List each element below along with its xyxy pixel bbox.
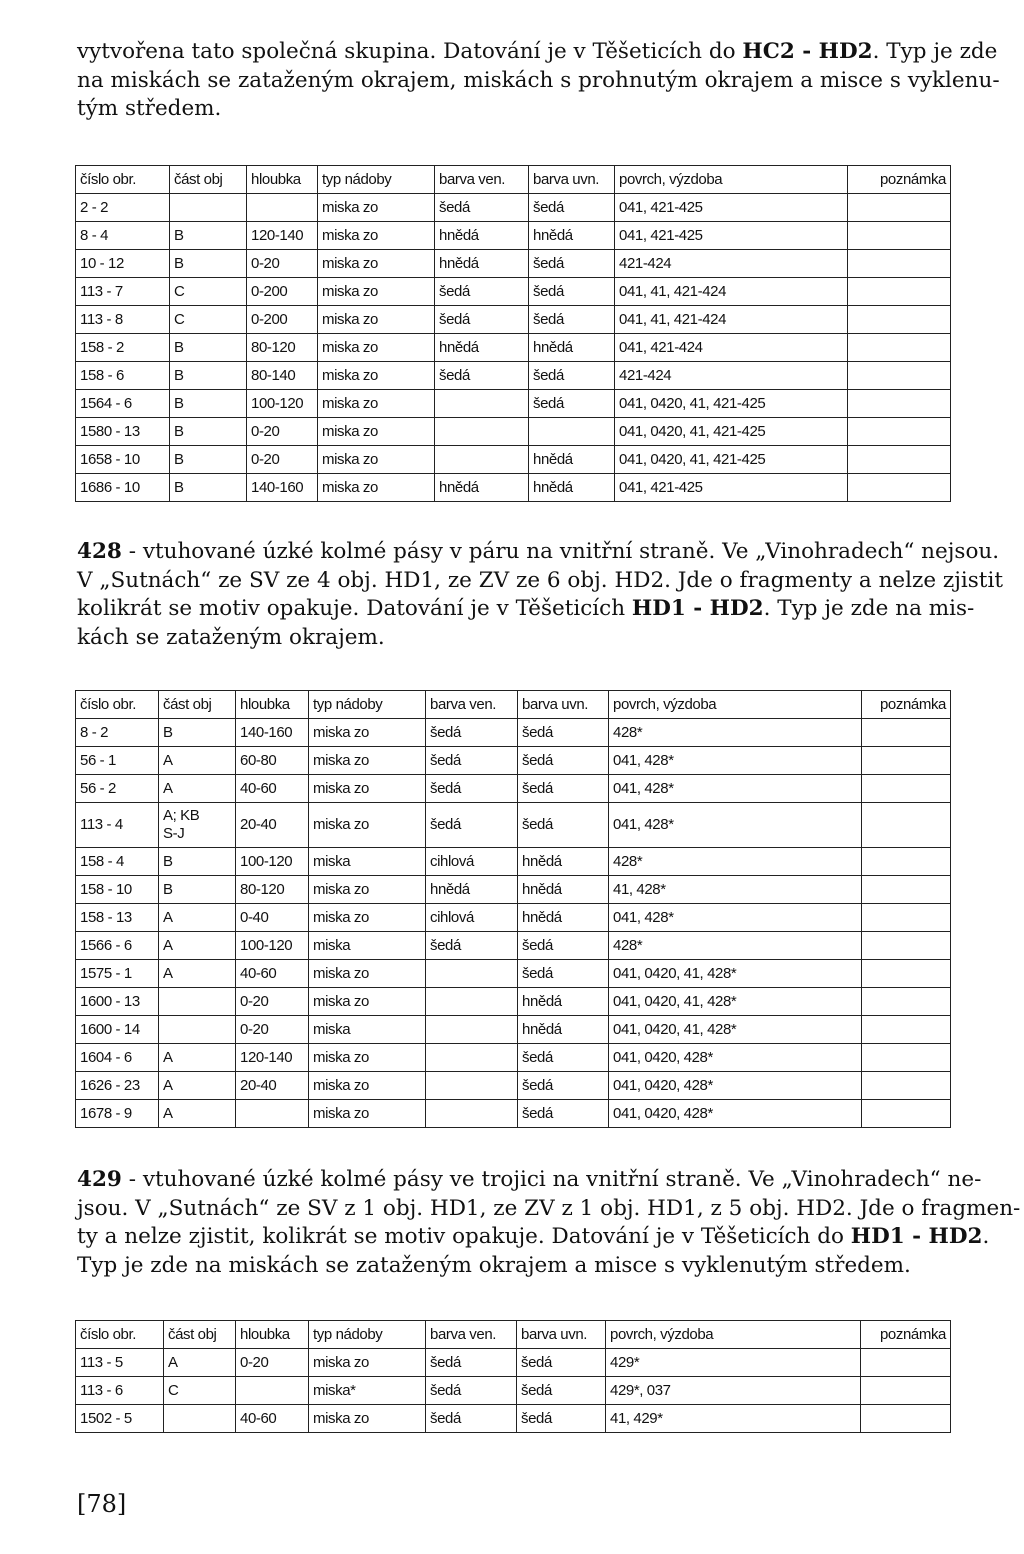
table-cell: B	[170, 362, 247, 390]
table-row	[76, 988, 951, 1016]
table-cell: B	[170, 222, 247, 250]
table-cell	[848, 418, 951, 446]
paragraph-intro	[77, 38, 1000, 124]
table-cell: 0-20	[236, 1016, 309, 1044]
table-cell: 1658 - 10	[76, 446, 170, 474]
column-header: poznámka	[861, 1321, 951, 1349]
table-cell: šedá	[426, 803, 518, 848]
table-cell: 041, 0420, 428*	[609, 1044, 862, 1072]
table-cell: 1626 - 23	[76, 1072, 159, 1100]
table-cell	[848, 306, 951, 334]
table-cell: miska	[309, 932, 426, 960]
table-cell	[848, 222, 951, 250]
column-header: hloubka	[247, 166, 318, 194]
table-cell: miska zo	[309, 719, 426, 747]
table-cell: 158 - 4	[76, 848, 159, 876]
table-cell: A	[159, 1072, 236, 1100]
table-cell: 140-160	[236, 719, 309, 747]
table-cell: šedá	[518, 932, 609, 960]
table-cell	[862, 1072, 951, 1100]
table-cell: hnědá	[529, 446, 615, 474]
table-cell	[426, 1072, 518, 1100]
table-cell: 1566 - 6	[76, 932, 159, 960]
table-row	[76, 222, 951, 250]
table-cell: B	[170, 250, 247, 278]
table-cell: 041, 0420, 428*	[609, 1100, 862, 1128]
table-cell: miska zo	[309, 803, 426, 848]
table-cell	[862, 719, 951, 747]
table-cell: 041, 428*	[609, 904, 862, 932]
table-cell: šedá	[518, 1072, 609, 1100]
table-cell	[848, 446, 951, 474]
table-cell: miska zo	[318, 306, 435, 334]
table-cell: 0-200	[247, 278, 318, 306]
table-row	[76, 1405, 951, 1433]
table-header-row	[76, 1321, 951, 1349]
table-cell: 113 - 5	[76, 1349, 164, 1377]
table-cell	[862, 988, 951, 1016]
table-cell: miska zo	[309, 1044, 426, 1072]
column-header: barva uvn.	[529, 166, 615, 194]
table-row	[76, 848, 951, 876]
table-cell: 113 - 4	[76, 803, 159, 848]
table-cell	[435, 446, 529, 474]
table-row	[76, 334, 951, 362]
column-header: číslo obr.	[76, 691, 159, 719]
table-cell: šedá	[518, 775, 609, 803]
table-cell: A	[159, 1100, 236, 1128]
table-cell: B	[170, 474, 247, 502]
table-cell	[159, 1016, 236, 1044]
table-cell: miska zo	[309, 1405, 426, 1433]
table-cell: šedá	[435, 278, 529, 306]
table-cell: hnědá	[529, 474, 615, 502]
column-header: povrch, výzdoba	[609, 691, 862, 719]
table-cell: 0-20	[247, 446, 318, 474]
table-cell: šedá	[426, 775, 518, 803]
table-cell	[862, 1044, 951, 1072]
paragraph-motif-428	[77, 538, 1003, 652]
table-cell: hnědá	[529, 222, 615, 250]
table-cell	[164, 1405, 236, 1433]
table-cell: 0-20	[236, 1349, 309, 1377]
table-row	[76, 876, 951, 904]
table-cell: B	[170, 418, 247, 446]
table-cell: 041, 421-424	[615, 334, 848, 362]
table-row	[76, 747, 951, 775]
table-cell	[426, 960, 518, 988]
column-header: typ nádoby	[309, 1321, 426, 1349]
table-cell: miska zo	[309, 904, 426, 932]
table-cell: 20-40	[236, 803, 309, 848]
table-cell: 041, 0420, 428*	[609, 1072, 862, 1100]
column-header: povrch, výzdoba	[606, 1321, 861, 1349]
table-cell: 1580 - 13	[76, 418, 170, 446]
table-cell: B	[170, 446, 247, 474]
table-cell: 100-120	[247, 390, 318, 418]
table-cell: 2 - 2	[76, 194, 170, 222]
table-row	[76, 446, 951, 474]
table-cell: miska zo	[309, 747, 426, 775]
table-cell: 041, 0420, 41, 428*	[609, 988, 862, 1016]
table-cell: 158 - 13	[76, 904, 159, 932]
table-cell: 158 - 6	[76, 362, 170, 390]
table-cell: 041, 0420, 41, 428*	[609, 1016, 862, 1044]
table-header-row	[76, 166, 951, 194]
table-cell	[529, 418, 615, 446]
table-cell: 56 - 1	[76, 747, 159, 775]
table-cell: šedá	[426, 1349, 517, 1377]
text-line: V „Sutnách“ ze SV ze 4 obj. HD1, ze ZV ze 6 obj. HD2. Jde o fragmenty a nelze zjistit	[77, 567, 1003, 593]
table-cell: miska zo	[318, 474, 435, 502]
table-row	[76, 1377, 951, 1405]
table-motif-428	[75, 690, 951, 1128]
table-cell	[862, 747, 951, 775]
table-cell: C	[170, 278, 247, 306]
table-row	[76, 803, 951, 848]
table-cell: B	[159, 848, 236, 876]
table-cell: 40-60	[236, 960, 309, 988]
table-cell: 100-120	[236, 848, 309, 876]
table-cell	[848, 390, 951, 418]
column-header: poznámka	[862, 691, 951, 719]
table-cell: šedá	[426, 1377, 517, 1405]
column-header: barva ven.	[426, 1321, 517, 1349]
table-cell: 421-424	[615, 250, 848, 278]
table-cell: šedá	[517, 1405, 606, 1433]
table-cell	[247, 194, 318, 222]
table-cell	[862, 876, 951, 904]
table-cell: 041, 428*	[609, 747, 862, 775]
table-cell: miska zo	[318, 390, 435, 418]
column-header: barva uvn.	[518, 691, 609, 719]
table-cell: 60-80	[236, 747, 309, 775]
column-header: typ nádoby	[309, 691, 426, 719]
table-cell: hnědá	[435, 250, 529, 278]
table-cell: miska zo	[318, 222, 435, 250]
table-row	[76, 904, 951, 932]
table-cell	[848, 474, 951, 502]
table-cell: šedá	[518, 1100, 609, 1128]
table-cell: 0-20	[247, 418, 318, 446]
table-cell: A	[159, 904, 236, 932]
table-cell: 041, 0420, 41, 421-425	[615, 390, 848, 418]
table-cell	[848, 250, 951, 278]
table-cell: miska zo	[318, 334, 435, 362]
table-cell: A	[159, 932, 236, 960]
table-cell: 1678 - 9	[76, 1100, 159, 1128]
table-cell: šedá	[426, 932, 518, 960]
table-cell: 0-40	[236, 904, 309, 932]
table-row	[76, 418, 951, 446]
table-cell: hnědá	[518, 876, 609, 904]
table-cell: 0-20	[247, 250, 318, 278]
table-cell: šedá	[435, 362, 529, 390]
table-cell: 120-140	[247, 222, 318, 250]
table-cell: cihlová	[426, 904, 518, 932]
table-cell: 0-200	[247, 306, 318, 334]
column-header: povrch, výzdoba	[615, 166, 848, 194]
text-line: tým středem.	[77, 96, 222, 121]
column-header: číslo obr.	[76, 1321, 164, 1349]
table-cell: šedá	[435, 306, 529, 334]
table-cell: 041, 421-425	[615, 474, 848, 502]
table-cell	[159, 988, 236, 1016]
table-cell: miska	[309, 848, 426, 876]
table-cell: C	[164, 1377, 236, 1405]
table-cell: miska zo	[309, 960, 426, 988]
table-cell: A; KB S-J	[159, 803, 236, 848]
table-cell: šedá	[426, 747, 518, 775]
table-cell: 1604 - 6	[76, 1044, 159, 1072]
column-header: barva uvn.	[517, 1321, 606, 1349]
table-cell: miska zo	[318, 418, 435, 446]
table-cell: šedá	[517, 1349, 606, 1377]
table-cell	[861, 1377, 951, 1405]
table-cell: miska zo	[309, 1072, 426, 1100]
page-number: [78]	[77, 1490, 127, 1518]
table-cell: B	[159, 876, 236, 904]
column-header: poznámka	[848, 166, 951, 194]
table-cell: hnědá	[435, 474, 529, 502]
table-header-row	[76, 691, 951, 719]
table-cell: 41, 429*	[606, 1405, 861, 1433]
table-cell: A	[159, 1044, 236, 1072]
text-line: kách se zataženým okrajem.	[77, 624, 385, 650]
table-cell: miska*	[309, 1377, 426, 1405]
table-cell: A	[159, 747, 236, 775]
table-cell	[170, 194, 247, 222]
table-cell: B	[170, 334, 247, 362]
table-cell: šedá	[529, 278, 615, 306]
table-cell: 1600 - 13	[76, 988, 159, 1016]
table-cell: šedá	[518, 1044, 609, 1072]
column-header: číslo obr.	[76, 166, 170, 194]
table-cell: miska zo	[309, 876, 426, 904]
text-line: 428 - vtuhované úzké kolmé pásy v páru na vnitřní straně. Ve „Vinohradech“ nejsou.	[77, 539, 1000, 564]
table-cell: 429*, 037	[606, 1377, 861, 1405]
table-cell: miska zo	[318, 362, 435, 390]
table-cell: A	[159, 775, 236, 803]
table-cell: hnědá	[435, 222, 529, 250]
table-cell: 041, 0420, 41, 421-425	[615, 418, 848, 446]
table-cell	[435, 390, 529, 418]
table-cell	[426, 988, 518, 1016]
table-cell: 041, 41, 421-424	[615, 306, 848, 334]
table-row	[76, 1044, 951, 1072]
table-cell	[862, 1016, 951, 1044]
column-header: typ nádoby	[318, 166, 435, 194]
table-cell	[236, 1377, 309, 1405]
table-cell: šedá	[529, 250, 615, 278]
table-cell	[236, 1100, 309, 1128]
table-cell: 421-424	[615, 362, 848, 390]
table-cell: šedá	[518, 960, 609, 988]
text-line: vytvořena tato společná skupina. Datování je v Těšeticích do HC2 - HD2. Typ je zde	[77, 39, 998, 64]
table-cell: 40-60	[236, 1405, 309, 1433]
table-motif-421-425	[75, 165, 951, 502]
table-cell: 80-120	[247, 334, 318, 362]
table-row	[76, 719, 951, 747]
table-cell: 100-120	[236, 932, 309, 960]
table-cell: šedá	[529, 306, 615, 334]
table-cell: 1564 - 6	[76, 390, 170, 418]
table-row	[76, 390, 951, 418]
text-line: ty a nelze zjistit, kolikrát se motiv opakuje. Datování je v Těšeticích do HD1 - HD2.	[77, 1224, 990, 1249]
table-cell: 1600 - 14	[76, 1016, 159, 1044]
table-row	[76, 250, 951, 278]
table-cell: miska zo	[309, 1100, 426, 1128]
table-cell: cihlová	[426, 848, 518, 876]
column-header: část obj	[164, 1321, 236, 1349]
table-cell: 113 - 6	[76, 1377, 164, 1405]
table-cell: šedá	[529, 194, 615, 222]
table-cell	[862, 932, 951, 960]
table-cell: miska	[309, 1016, 426, 1044]
table-cell: B	[159, 719, 236, 747]
table-cell: šedá	[529, 362, 615, 390]
text-line: na miskách se zataženým okrajem, miskách s prohnutým okrajem a misce s vyklenu-	[77, 67, 1000, 93]
table-row	[76, 1100, 951, 1128]
table-cell: miska zo	[309, 775, 426, 803]
table-cell	[862, 848, 951, 876]
table-row	[76, 278, 951, 306]
table-cell: miska zo	[318, 194, 435, 222]
table-cell: 041, 428*	[609, 803, 862, 848]
table-cell: šedá	[517, 1377, 606, 1405]
table-cell: 428*	[609, 932, 862, 960]
table-row	[76, 1072, 951, 1100]
table-cell: 1686 - 10	[76, 474, 170, 502]
text-line: Typ je zde na miskách se zataženým okrajem a misce s vyklenutým středem.	[77, 1252, 911, 1278]
table-row	[76, 474, 951, 502]
table-cell: 40-60	[236, 775, 309, 803]
table-cell: 80-120	[236, 876, 309, 904]
table-cell: 041, 0420, 41, 421-425	[615, 446, 848, 474]
table-cell: hnědá	[518, 848, 609, 876]
table-cell: miska zo	[309, 988, 426, 1016]
table-cell: šedá	[518, 719, 609, 747]
table-cell: 8 - 4	[76, 222, 170, 250]
table-cell	[435, 418, 529, 446]
table-cell: šedá	[518, 803, 609, 848]
table-row	[76, 362, 951, 390]
table-cell: B	[170, 390, 247, 418]
table-cell: 041, 421-425	[615, 194, 848, 222]
table-cell: hnědá	[518, 1016, 609, 1044]
table-cell	[426, 1044, 518, 1072]
table-cell: 0-20	[236, 988, 309, 1016]
text-line: 429 - vtuhované úzké kolmé pásy ve trojici na vnitřní straně. Ve „Vinohradech“ ne-	[77, 1167, 982, 1192]
paragraph-motif-429	[77, 1166, 1021, 1280]
table-cell: 8 - 2	[76, 719, 159, 747]
table-cell	[848, 278, 951, 306]
table-cell: 041, 428*	[609, 775, 862, 803]
table-cell: 041, 0420, 41, 428*	[609, 960, 862, 988]
table-cell: 158 - 2	[76, 334, 170, 362]
table-cell	[426, 1016, 518, 1044]
table-cell: 20-40	[236, 1072, 309, 1100]
table-motif-429	[75, 1320, 951, 1433]
table-cell: šedá	[529, 390, 615, 418]
table-cell: A	[159, 960, 236, 988]
table-cell: hnědá	[518, 988, 609, 1016]
table-cell: 1575 - 1	[76, 960, 159, 988]
table-cell	[848, 194, 951, 222]
table-cell: 80-140	[247, 362, 318, 390]
table-cell: miska zo	[318, 446, 435, 474]
table-cell	[848, 334, 951, 362]
table-row	[76, 1349, 951, 1377]
table-cell: hnědá	[529, 334, 615, 362]
column-header: barva ven.	[426, 691, 518, 719]
table-row	[76, 306, 951, 334]
table-cell: C	[170, 306, 247, 334]
table-cell: 113 - 8	[76, 306, 170, 334]
table-cell: šedá	[518, 747, 609, 775]
table-cell: 41, 428*	[609, 876, 862, 904]
table-cell: 041, 41, 421-424	[615, 278, 848, 306]
table-cell: hnědá	[518, 904, 609, 932]
table-cell	[848, 362, 951, 390]
table-cell: hnědá	[435, 334, 529, 362]
table-cell: 428*	[609, 848, 862, 876]
table-cell: 158 - 10	[76, 876, 159, 904]
table-cell	[862, 904, 951, 932]
column-header: část obj	[170, 166, 247, 194]
table-cell: 120-140	[236, 1044, 309, 1072]
table-row	[76, 960, 951, 988]
table-cell: 113 - 7	[76, 278, 170, 306]
table-cell: 56 - 2	[76, 775, 159, 803]
table-cell: A	[164, 1349, 236, 1377]
column-header: hloubka	[236, 691, 309, 719]
table-cell: 140-160	[247, 474, 318, 502]
table-row	[76, 1016, 951, 1044]
table-row	[76, 932, 951, 960]
table-cell	[862, 803, 951, 848]
table-cell	[426, 1100, 518, 1128]
column-header: barva ven.	[435, 166, 529, 194]
table-cell: 10 - 12	[76, 250, 170, 278]
table-cell: miska zo	[309, 1349, 426, 1377]
table-cell	[861, 1349, 951, 1377]
table-cell: šedá	[426, 1405, 517, 1433]
table-cell: 041, 421-425	[615, 222, 848, 250]
table-row	[76, 194, 951, 222]
table-cell: miska zo	[318, 250, 435, 278]
text-line: kolikrát se motiv opakuje. Datování je v Těšeticích HD1 - HD2. Typ je zde na mis-	[77, 596, 975, 621]
table-cell	[861, 1405, 951, 1433]
column-header: hloubka	[236, 1321, 309, 1349]
table-cell: 429*	[606, 1349, 861, 1377]
table-cell: hnědá	[426, 876, 518, 904]
text-line: jsou. V „Sutnách“ ze SV z 1 obj. HD1, ze ZV z 1 obj. HD1, z 5 obj. HD2. Jde o fragmen-	[77, 1195, 1021, 1221]
table-cell: miska zo	[318, 278, 435, 306]
table-cell: 1502 - 5	[76, 1405, 164, 1433]
table-cell	[862, 960, 951, 988]
table-cell: šedá	[435, 194, 529, 222]
table-cell	[862, 775, 951, 803]
table-cell: 428*	[609, 719, 862, 747]
column-header: část obj	[159, 691, 236, 719]
table-row	[76, 775, 951, 803]
table-cell: šedá	[426, 719, 518, 747]
table-cell	[862, 1100, 951, 1128]
